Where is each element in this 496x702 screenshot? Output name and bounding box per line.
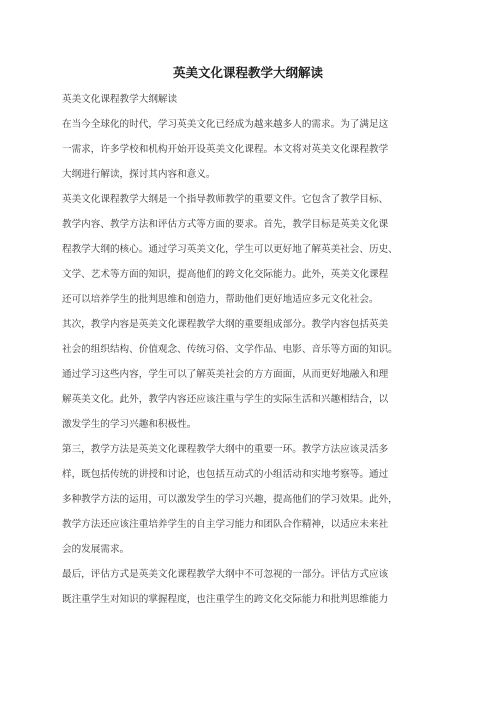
paragraph-line: 社会的组织结构、价值观念、传统习俗、文学作品、电影、音乐等方面的知识。 <box>62 344 398 355</box>
paragraph-line: 大纲进行解读，探讨其内容和意义。 <box>62 169 216 180</box>
paragraph-line: 解英美文化。此外，教学内容还应该注重与学生的实际生活和兴趣相结合，以 <box>62 394 389 405</box>
paragraph-line: 在当今全球化的时代，学习英美文化已经成为越来越多人的需求。为了满足这 <box>62 119 389 130</box>
paragraph-line: 样，既包括传统的讲授和讨论，也包括互动式的小组活动和实地考察等。通过 <box>62 469 389 480</box>
paragraph-line: 会的发展需求。 <box>62 544 130 555</box>
document-title: 英美文化课程教学大纲解读 <box>172 65 323 80</box>
paragraph-line: 通过学习这些内容，学生可以了解英美社会的方方面面，从而更好地融入和理 <box>62 369 389 380</box>
paragraph-line: 第三，教学方法是英美文化课程教学大纲中的重要一环。教学方法应该灵活多 <box>62 444 389 455</box>
paragraph-line: 文学、艺术等方面的知识，提高他们的跨文化交际能力。此外，英美文化课程 <box>62 269 389 280</box>
paragraph-line: 英美文化课程教学大纲解读 <box>62 94 178 105</box>
paragraph-line: 还可以培养学生的批判思维和创造力，帮助他们更好地适应多元文化社会。 <box>62 294 379 305</box>
paragraph-line: 教学方法还应该注重培养学生的自主学习能力和团队合作精神，以适应未来社 <box>62 519 389 530</box>
paragraph-line: 一需求，许多学校和机构开始开设英美文化课程。本文将对英美文化课程教学 <box>62 144 389 155</box>
paragraph-line: 最后，评估方式是英美文化课程教学大纲中不可忽视的一部分。评估方式应该 <box>62 569 389 580</box>
paragraph-line: 激发学生的学习兴趣和积极性。 <box>62 419 197 430</box>
paragraph-line: 既注重学生对知识的掌握程度，也注重学生的跨文化交际能力和批判思维能力 <box>62 594 389 605</box>
paragraph-line: 教学内容、教学方法和评估方式等方面的要求。首先，教学目标是英美文化课 <box>62 219 389 230</box>
paragraph-line: 其次，教学内容是英美文化课程教学大纲的重要组成部分。教学内容包括英美 <box>62 319 389 330</box>
paragraph-line: 程教学大纲的核心。通过学习英美文化，学生可以更好地了解英美社会、历史、 <box>62 244 398 255</box>
paragraph-line: 英美文化课程教学大纲是一个指导教师教学的重要文件。它包含了教学目标、 <box>62 194 389 205</box>
paragraph-line: 多种教学方法的运用，可以激发学生的学习兴趣，提高他们的学习效果。此外， <box>62 494 398 505</box>
